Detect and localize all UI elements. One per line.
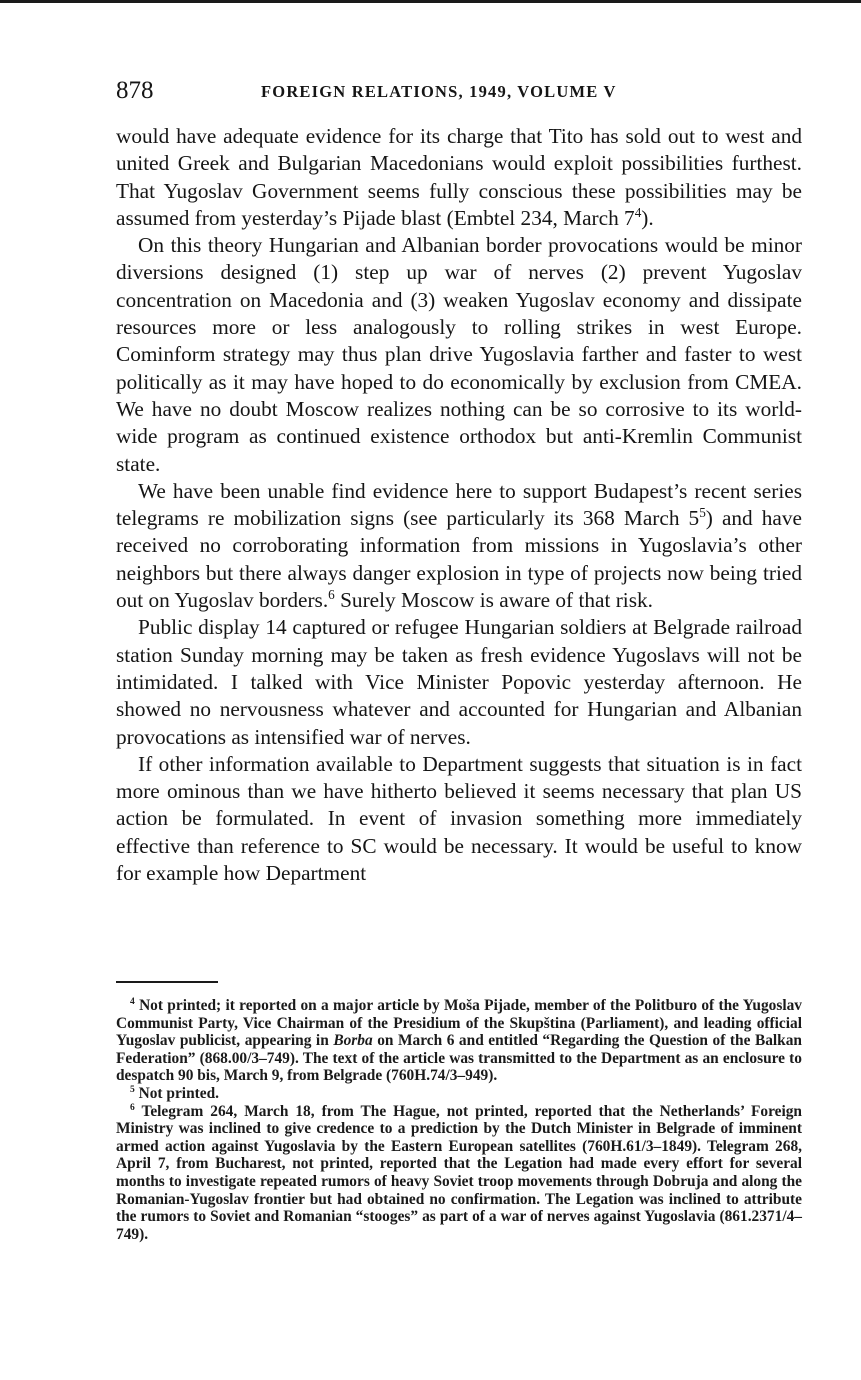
text-run: on March 6 and entitled “Regarding the Question of the Balkan Federation” (868.00/3–749). The text of the article was transmitted to the Department as an enclosure to despatch 90 bis, March 9, from Belgrade (760H.74/3–949). [116,1032,802,1085]
paragraph [116,123,802,232]
paragraph [116,614,802,750]
footnote-reference: 6 [130,1101,135,1113]
footnotes [116,997,802,1243]
footnote-reference: 6 [328,586,335,602]
footnote [116,1085,802,1103]
text-run: Not printed; it reported on a major article by Moša Pijade, member of the Politburo of the Yugoslav Communist Party, Vice Chairman of the Presidium of the Skupština (Parliament), and leading official Yugoslav publicist, appearing in [116,997,802,1050]
text-run: ) and have received no corroborating information from missions in Yugoslavia’s other neighbors but there always danger explosion in type of projects now being tried out on Yugoslav borders. [116,506,802,613]
top-border-rule [0,0,861,3]
footnote-reference: 5 [699,505,706,521]
main-text [116,123,802,887]
text-run: On this theory Hungarian and Albanian border provocations would be minor diversions designed (1) step up war of nerves (2) prevent Yugoslav concentration on Macedonia and (3) weaken Yugoslav economy and dissipate resources more or less analogously to rolling strikes in west Europe. Cominform strategy may thus plan drive Yugoslavia farther and faster to west politically as it may have hoped to do economically by exclusion from CMEA. We have no doubt Moscow realizes nothing can be so corrosive to its world-wide program as continued existence orthodox but anti-Kremlin Communist state. [116,233,802,476]
text-run: Surely Moscow is aware of that risk. [334,588,653,613]
page-header [116,76,802,108]
text-run: If other information available to Department suggests that situation is in fact more ominous than we have hitherto believed it seems necessary that plan US action be formulated. In event of invasion something more immediately effective than reference to SC would be necessary. It would be useful to know for example how Department [116,751,802,886]
footnote [116,997,802,1085]
text-run: ). [641,205,654,230]
footnote-reference: 4 [130,995,135,1007]
text-run: would have adequate evidence for its charge that Tito has sold out to west and united Greek and Bulgarian Macedonians would exploit possibilities furthest. That Yugoslav Government seems fully conscious these possibilities may be assumed from yesterday’s Pijade blast (Embtel 234, March 7 [116,124,802,230]
italic-text: Borba [333,1032,373,1050]
running-head: FOREIGN RELATIONS, 1949, VOLUME V [261,82,617,101]
text-run: We have been unable find evidence here to support Budapest’s recent series telegrams re mobilization signs (see particularly its 368 March 5 [116,478,802,531]
text-run: Not printed. [134,1084,219,1102]
footnote-reference: 5 [130,1083,135,1095]
footnote-divider [116,981,218,983]
paragraph [116,751,802,887]
footnote-reference: 4 [634,204,642,220]
paragraph [116,478,802,614]
text-run: Telegram 264, March 18, from The Hague, not printed, reported that the Netherlands’ Foreign Ministry was inclined to give credence to a prediction by the Dutch Minister in Belgrade of imminent armed action against Yugoslavia by the Eastern European satellites (760H.61/3–1849). Telegram 268, April 7, from Bucharest, not printed, reported that the Legation had made every effort for several months to investigate repeated rumors of heavy Soviet troop movements through Dobruja and along the Romanian-Yugoslav frontier but had obtained no confirmation. The Legation was inclined to attribute the rumors to Soviet and Romanian “stooges” as part of a war of nerves against Yugoslavia (861.2371/4–749). [116,1102,802,1243]
footnote [116,1103,802,1244]
paragraph [116,232,802,478]
page-number: 878 [116,77,154,104]
text-run: Public display 14 captured or refugee Hungarian soldiers at Belgrade railroad station Sunday morning may be taken as fresh evidence Yugoslavs will not be intimidated. I talked with Vice Minister Popovic yesterday afternoon. He showed no nervousness whatever and accounted for Hungarian and Albanian provocations as intensified war of nerves. [116,615,802,749]
